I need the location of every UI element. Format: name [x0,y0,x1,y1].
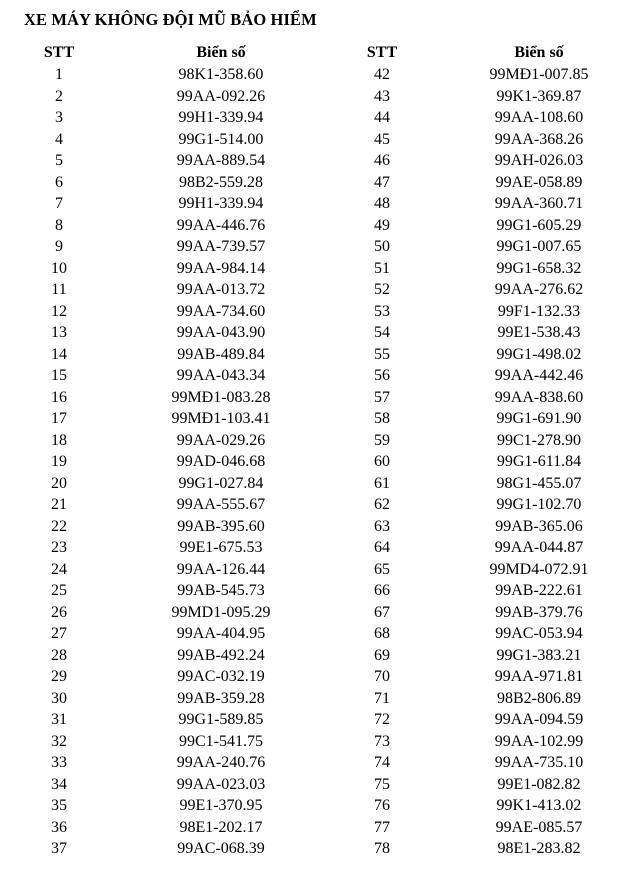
stt-cell-left: 14 [51,345,67,363]
stt-cell-right: 57 [374,388,390,406]
stt-cell-left: 13 [51,324,67,341]
plate-cell-left: 99AA-889.54 [176,152,266,169]
table-row [0,473,638,495]
license-plate-table [0,42,638,860]
plate-cell-right: 99AA-276.62 [494,281,584,298]
plate-cell-left: 99E1-675.53 [179,539,263,556]
stt-cell-left: 18 [51,431,67,449]
stt-cell-left: 1 [55,66,63,83]
stt-cell-left: 26 [51,603,67,621]
plate-cell-left: 99AB-545.73 [177,582,265,599]
plate-cell-left: 99AC-032.19 [177,668,265,685]
plate-cell-right: 98E1-283.82 [497,840,581,857]
stt-cell-right: 51 [374,259,390,277]
stt-cell-left: 35 [51,797,67,814]
stt-cell-right: 65 [374,560,390,578]
table-row [0,666,638,688]
stt-cell-right: 69 [374,646,390,664]
plate-cell-left: 99AA-240.76 [176,754,266,771]
plate-cell-right: 99G1-605.29 [496,216,582,234]
stt-cell-right: 61 [374,474,390,492]
table-row [0,430,638,452]
table-row [0,129,638,151]
stt-cell-left: 10 [51,259,67,277]
plate-cell-left: 99AA-043.90 [176,324,266,341]
stt-cell-left: 33 [51,754,67,771]
plate-cell-right: 99K1-413.02 [496,797,582,814]
plate-cell-right: 99AE-058.89 [495,173,583,191]
table-row [0,645,638,667]
plate-cell-right: 99E1-082.82 [497,775,581,793]
stt-cell-left: 21 [51,496,67,513]
table-row [0,365,638,387]
plate-cell-right: 99F1-132.33 [497,302,581,320]
table-row [0,752,638,774]
stt-cell-left: 28 [51,646,67,664]
header-stt-left: STT [43,44,75,61]
table-row [0,86,638,108]
plate-cell-right: 99G1-658.32 [496,259,582,277]
stt-cell-right: 42 [374,66,390,83]
plate-cell-left: 99AA-029.26 [176,431,266,449]
table-body [0,64,638,860]
table-row [0,559,638,581]
stt-cell-left: 25 [51,582,67,599]
plate-cell-right: 99AE-085.57 [495,818,583,836]
table-row [0,451,638,473]
stt-cell-right: 59 [374,431,390,449]
plate-cell-left: 98K1-358.60 [178,66,264,83]
plate-cell-right: 99K1-369.87 [496,87,582,105]
stt-cell-left: 15 [51,367,67,384]
plate-cell-left: 99AA-126.44 [176,560,266,578]
stt-cell-right: 58 [374,410,390,427]
stt-cell-right: 73 [374,732,390,750]
table-row [0,817,638,839]
stt-cell-right: 74 [374,754,390,771]
plate-cell-right: 99AB-365.06 [495,517,583,535]
header-plate-left: Biển số [196,44,246,61]
plate-cell-left: 99AA-446.76 [176,216,266,234]
table-row [0,494,638,516]
plate-cell-left: 99E1-370.95 [179,797,263,814]
plate-cell-right: 99AH-026.03 [494,152,584,169]
table-row [0,774,638,796]
plate-cell-left: 99AD-046.68 [176,453,266,470]
stt-cell-right: 71 [374,689,390,707]
plate-cell-right: 99AC-053.94 [495,625,583,642]
table-row [0,580,638,602]
plate-cell-left: 99C1-541.75 [179,732,263,750]
stt-cell-left: 23 [51,539,67,556]
stt-cell-right: 47 [374,173,390,191]
plate-cell-right: 99AA-735.10 [494,754,584,771]
table-row [0,344,638,366]
plate-cell-right: 99AA-838.60 [494,388,584,406]
stt-cell-left: 6 [55,173,63,191]
stt-cell-left: 16 [51,388,67,406]
stt-cell-left: 36 [51,818,67,836]
stt-cell-right: 49 [374,216,390,234]
stt-cell-left: 4 [55,130,63,148]
plate-cell-right: 99E1-538.43 [497,324,581,341]
stt-cell-right: 56 [374,367,390,384]
plate-cell-right: 99MĐ1-007.85 [489,66,589,83]
plate-cell-left: 99AA-404.95 [176,625,266,642]
plate-cell-right: 99G1-611.84 [496,453,582,470]
stt-cell-left: 24 [51,560,67,578]
stt-cell-left: 30 [51,689,67,707]
plate-cell-left: 99AA-555.67 [176,496,266,513]
plate-cell-left: 99AB-492.24 [177,646,265,664]
stt-cell-right: 66 [374,582,390,599]
plate-cell-left: 99AA-023.03 [176,775,266,793]
plate-cell-right: 99G1-383.21 [496,646,582,664]
document-title: XE MÁY KHÔNG ĐỘI MŨ BẢO HIỂM [24,10,317,29]
stt-cell-left: 5 [55,152,63,169]
plate-cell-right: 99AA-044.87 [494,539,584,556]
plate-cell-left: 99AB-489.84 [177,345,265,363]
stt-cell-left: 19 [51,453,67,470]
stt-cell-left: 32 [51,732,67,750]
stt-cell-right: 48 [374,195,390,212]
stt-cell-right: 52 [374,281,390,298]
table-row [0,193,638,215]
plate-cell-right: 99AA-368.26 [494,130,584,148]
plate-cell-right: 99MD4-072.91 [489,560,589,578]
stt-cell-left: 11 [51,281,67,298]
table-row [0,688,638,710]
stt-cell-right: 68 [374,625,390,642]
plate-cell-left: 99MĐ1-103.41 [171,410,271,427]
plate-cell-left: 99G1-027.84 [178,474,264,492]
table-row [0,709,638,731]
stt-cell-right: 43 [374,87,390,105]
plate-cell-right: 99AA-971.81 [494,668,584,685]
plate-cell-left: 99G1-589.85 [178,711,264,728]
table-row [0,64,638,86]
plate-cell-left: 99MĐ1-083.28 [171,388,271,406]
table-row [0,731,638,753]
plate-cell-right: 99G1-691.90 [496,410,582,427]
table-row [0,236,638,258]
table-row [0,322,638,344]
stt-cell-right: 46 [374,152,390,169]
stt-cell-left: 3 [55,109,63,126]
table-header-row [0,42,638,64]
stt-cell-left: 37 [51,840,67,857]
stt-cell-left: 8 [55,216,63,234]
stt-cell-left: 2 [55,87,63,105]
plate-cell-right: 99AA-360.71 [494,195,584,212]
plate-cell-left: 99AC-068.39 [177,840,265,857]
stt-cell-right: 75 [374,775,390,793]
table-row [0,107,638,129]
plate-cell-left: 99AA-984.14 [176,259,266,277]
plate-cell-right: 99G1-498.02 [496,345,582,363]
plate-cell-left: 99AA-043.34 [176,367,266,384]
stt-cell-left: 20 [51,474,67,492]
plate-cell-left: 99MD1-095.29 [171,603,271,621]
table-row [0,150,638,172]
stt-cell-left: 7 [55,195,63,212]
plate-cell-right: 98B2-806.89 [497,689,581,707]
table-row [0,279,638,301]
plate-cell-right: 99G1-102.70 [496,496,582,513]
plate-cell-right: 99AA-094.59 [494,711,584,728]
table-row [0,516,638,538]
table-row [0,537,638,559]
plate-cell-left: 99H1-339.94 [178,195,264,212]
stt-cell-right: 60 [374,453,390,470]
header-stt-right: STT [366,44,398,61]
stt-cell-right: 76 [374,797,390,814]
stt-cell-right: 77 [374,818,390,836]
stt-cell-right: 50 [374,238,390,255]
stt-cell-right: 63 [374,517,390,535]
table-row [0,408,638,430]
plate-cell-left: 99AA-092.26 [176,87,266,105]
table-row [0,387,638,409]
plate-cell-right: 99AB-379.76 [495,603,583,621]
stt-cell-right: 53 [374,302,390,320]
plate-cell-left: 98E1-202.17 [179,818,263,836]
plate-cell-left: 99H1-339.94 [178,109,264,126]
stt-cell-right: 72 [374,711,390,728]
plate-cell-left: 99G1-514.00 [178,130,264,148]
plate-cell-left: 98B2-559.28 [179,173,263,191]
stt-cell-right: 55 [374,345,390,363]
stt-cell-right: 78 [374,840,390,857]
table-header [0,42,638,64]
stt-cell-right: 62 [374,496,390,513]
plate-cell-left: 99AB-395.60 [177,517,265,535]
plate-cell-right: 99G1-007.65 [496,238,582,255]
stt-cell-left: 17 [51,410,67,427]
stt-cell-right: 67 [374,603,390,621]
stt-cell-left: 34 [51,775,67,793]
plate-cell-left: 99AA-734.60 [176,302,266,320]
plate-cell-left: 99AA-013.72 [176,281,266,298]
stt-cell-right: 45 [374,130,390,148]
plate-cell-left: 99AB-359.28 [177,689,265,707]
header-plate-right: Biển số [514,44,564,61]
table-row [0,602,638,624]
table-row [0,172,638,194]
stt-cell-left: 12 [51,302,67,320]
plate-cell-right: 99AA-442.46 [494,367,584,384]
stt-cell-right: 44 [374,109,390,126]
stt-cell-left: 27 [51,625,67,642]
plate-cell-right: 98G1-455.07 [496,474,582,492]
stt-cell-left: 29 [51,668,67,685]
stt-cell-left: 9 [55,238,63,255]
table-row [0,838,638,860]
plate-cell-right: 99AB-222.61 [495,582,583,599]
plate-cell-left: 99AA-739.57 [176,238,266,255]
table-row [0,258,638,280]
stt-cell-left: 22 [51,517,67,535]
stt-cell-right: 64 [374,539,390,556]
table-row [0,623,638,645]
stt-cell-left: 31 [51,711,67,728]
table-row [0,795,638,817]
table-row [0,301,638,323]
plate-cell-right: 99AA-108.60 [494,109,584,126]
table-row [0,215,638,237]
stt-cell-right: 54 [374,324,390,341]
plate-cell-right: 99AA-102.99 [494,732,584,750]
stt-cell-right: 70 [374,668,390,685]
plate-cell-right: 99C1-278.90 [497,431,581,449]
